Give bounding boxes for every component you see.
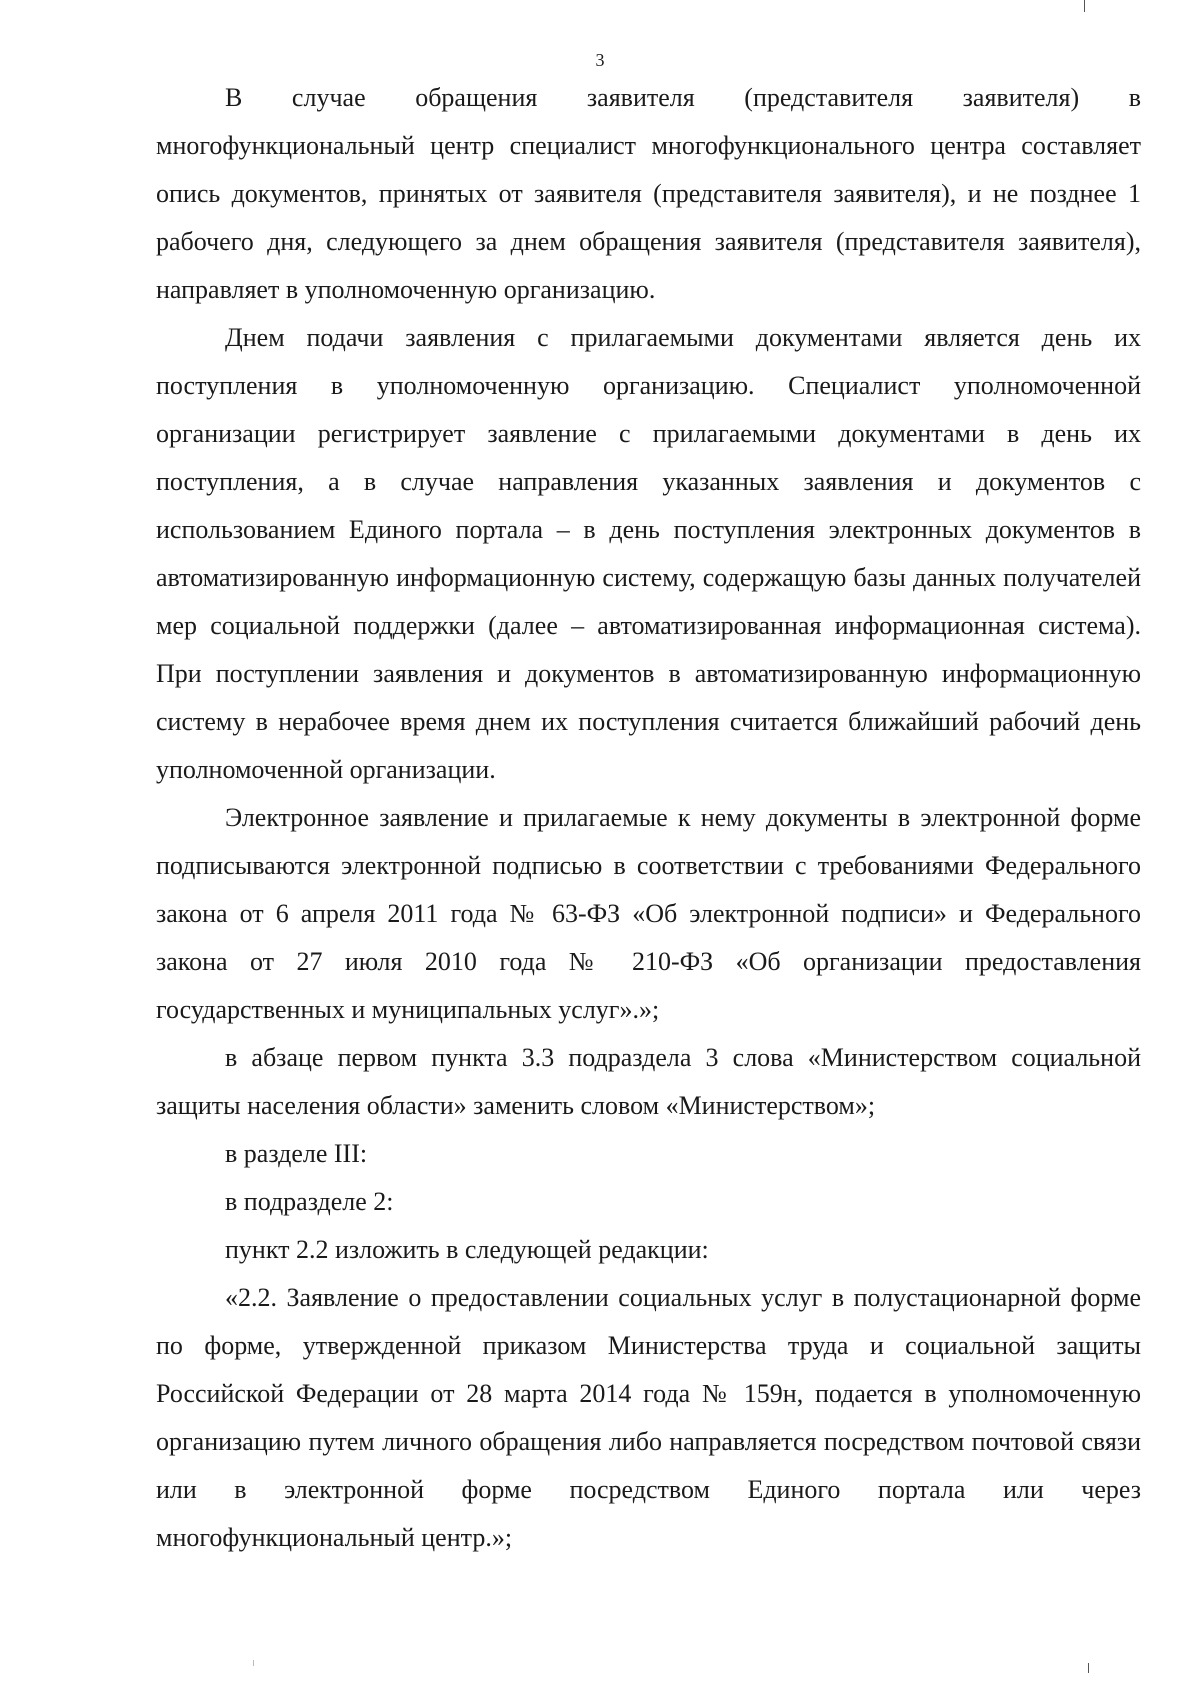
document-body <box>156 74 1141 1562</box>
scan-edge-mark <box>1088 1663 1089 1673</box>
paragraph-clause-2-2-text: «2.2. Заявление о предоставлении социальных услуг в полустационарной форме по форме, утвержденной приказом Министерства труда и социальной защиты Российской Федерации от 28 марта 2014 года № 159н, подается в уполномоченную организацию путем личного обращения либо направляется посредством почтовой связи или в электронной форме посредством Единого портала или через многофункциональный центр.»; <box>156 1283 1141 1552</box>
paragraph-clause-2-2-intro: пункт 2.2 изложить в следующей редакции: <box>225 1235 709 1264</box>
paragraph-electronic-signature: Электронное заявление и прилагаемые к нему документы в электронной форме подписываются электронной подписью в соответствии с требованиями Федерального закона от 6 апреля 2011 года № 63-ФЗ «Об электронной подписи» и Федерального закона от 27 июля 2010 года № 210-ФЗ «Об организации предоставления государственных и муниципальных услуг».»; <box>156 803 1141 1024</box>
paragraph-clause-3-3: в абзаце первом пункта 3.3 подраздела 3 слова «Министерством социальной защиты населения области» заменить словом «Министерством»; <box>156 1043 1141 1120</box>
paragraph-submission-date: Днем подачи заявления с прилагаемыми документами является день их поступления в уполномоченную организацию. Специалист уполномоченной организации регистрирует заявление с прилагаемыми документами в день их поступления, а в случае направления указанных заявления и документов с использованием Единого портала – в день поступления электронных документов в автоматизированную информационную систему, содержащую базы данных получателей мер социальной поддержки (далее – автоматизированная информационная система). При поступлении заявления и документов в автоматизированную информационную систему в нерабочее время днем их поступления считается ближайший рабочий день уполномоченной организации. <box>156 323 1141 784</box>
paragraph-subsection-2: в подразделе 2: <box>225 1187 394 1216</box>
page-number: 3 <box>595 50 605 70</box>
scan-edge-mark <box>1084 0 1085 12</box>
paragraph-mfc-submission: В случае обращения заявителя (представителя заявителя) в многофункциональный центр специалист многофункционального центра составляет опись документов, принятых от заявителя (представителя заявителя), и не позднее 1 рабочего дня, следующего за днем обращения заявителя (представителя заявителя), направляет в уполномоченную организацию. <box>156 83 1141 304</box>
scan-speck <box>253 1660 254 1666</box>
paragraph-section-iii: в разделе III: <box>225 1139 368 1168</box>
